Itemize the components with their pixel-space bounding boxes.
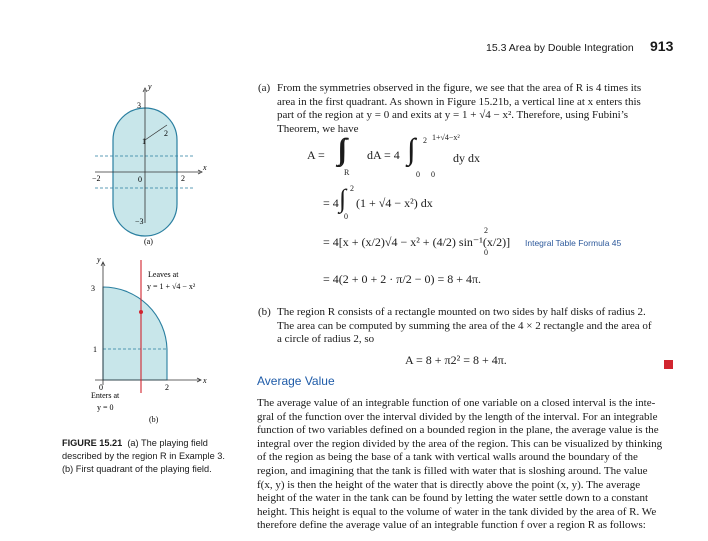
part-a-label: (a) xyxy=(258,82,271,94)
figure-b-tick-x2: 2 xyxy=(165,383,169,392)
figure-a-y-label: y xyxy=(148,82,152,91)
eq3-lower: 0 xyxy=(484,248,488,257)
figure-b-y-label: y xyxy=(97,255,101,264)
figure-b-enters-text: Enters at xyxy=(91,391,120,400)
eq2-upper: 2 xyxy=(350,184,354,193)
eq4: = 4(2 + 0 + 2 · π/2 − 0) = 8 + 4π. xyxy=(323,272,482,286)
caption-label: FIGURE 15.21 xyxy=(62,438,123,448)
figure-a-tick-y-bottom: −3 xyxy=(135,217,144,226)
eq2-lower: 0 xyxy=(344,212,348,221)
eq1-lower-outer: 0 xyxy=(416,170,420,179)
figure-a-tick-y-top: 3 xyxy=(137,101,141,110)
figure-a-playing-field xyxy=(80,78,230,248)
body-line: region, and imagining that the tank is filled with water that is sloshing around. The value xyxy=(257,464,648,477)
figure-b-region xyxy=(103,287,167,380)
part-a-line: Theorem, we have xyxy=(277,122,359,135)
figure-a-tick-x-left: −2 xyxy=(92,174,101,183)
caption-line: (b) First quadrant of the playing field. xyxy=(62,463,212,474)
eq1-lower-inner: 0 xyxy=(431,170,435,179)
part-b-label: (b) xyxy=(258,306,271,318)
end-of-example-mark xyxy=(664,356,673,365)
body-line: therefore define the average value of an integrable function f over a region R as follows: xyxy=(257,519,646,532)
body-line: The average value of an integrable function of one variable on a closed interval is the inte- xyxy=(257,397,656,409)
eq1-tail: dy dx xyxy=(453,151,480,165)
figure-a-label: (a) xyxy=(144,237,153,246)
figure-b-leaves-eq: y = 1 + √4 − x² xyxy=(147,282,196,291)
part-a-text xyxy=(277,82,672,136)
figure-b-x-label: x xyxy=(203,376,207,385)
body-paragraph xyxy=(257,397,673,533)
part-b-formula: A = 8 + π2² = 8 + 4π. xyxy=(405,353,507,367)
figure-b-leaves-text: Leaves at xyxy=(148,270,179,279)
part-b-text xyxy=(277,306,672,347)
figure-b-enters-eq: y = 0 xyxy=(97,403,114,412)
figure-b-label: (b) xyxy=(149,415,159,424)
eq1-upper-inner: 1+√4−x² xyxy=(432,133,460,142)
caption-line: described by the region R in Example 3. xyxy=(62,450,225,461)
figure-a-tick-origin: 0 xyxy=(138,175,142,184)
part-a-line: part of the region at y = 0 and exits at y = 1 + √4 − x². Therefore, using Fubini’s xyxy=(277,109,629,122)
integral-table-reference: Integral Table Formula 45 xyxy=(525,238,622,248)
figure-b-exit-point xyxy=(139,310,143,314)
figure-caption xyxy=(62,437,242,475)
eq1-mid: dA = 4 xyxy=(367,148,400,162)
part-b-line: a circle of radius 2, so xyxy=(277,333,375,346)
eq2-lhs: = 4 xyxy=(323,196,339,210)
body-line: integral over the region divided by the area of the region. This can be visualized by thinking xyxy=(257,437,663,450)
figure-a-tick-x-right: 2 xyxy=(181,174,185,183)
page-number: 913 xyxy=(650,38,674,54)
part-b-line: The area can be computed by summing the area of the 4 × 2 rectangle and the area of xyxy=(277,319,652,332)
body-line: gral of the function over the interval divided by the length of the interval. For an integrable xyxy=(257,410,658,423)
part-a-line: From the symmetries observed in the figure, we see that the area of R is 4 times its xyxy=(277,82,642,94)
section-title-average-value: Average Value xyxy=(257,374,335,388)
body-line: of the region as being the base of a tank with vertical walls around the boundary of the xyxy=(257,451,638,464)
eq3: = 4[x + (x/2)√4 − x² + (4/2) sin⁻¹(x/2)] xyxy=(323,235,511,249)
part-b-line: The region R consists of a rectangle mounted on two sides by half disks of radius 2. xyxy=(277,306,646,318)
figure-b-tick-y3: 3 xyxy=(91,284,95,293)
body-line: height. This height is equal to the volume of water in the tank divided by the area of R. We xyxy=(257,505,657,518)
caption-line: (a) The playing field xyxy=(127,438,208,448)
eq2-body: (1 + √4 − x²) dx xyxy=(356,196,433,210)
part-a-line: area in the first quadrant. As shown in Figure 15.21b, a vertical line at x enters this xyxy=(277,95,641,108)
eq1-lhs: A = xyxy=(307,148,325,162)
body-line: function of two variables defined on a bounded region in the plane, the average value is the xyxy=(257,424,659,437)
body-line: height of the water in the tank can be found by letting the water settle down to a constant xyxy=(257,492,648,505)
running-head: 15.3 Area by Double Integration xyxy=(486,42,634,54)
figure-b-tick-x0: 0 xyxy=(99,383,103,392)
eq1-upper-outer: 2 xyxy=(423,136,427,145)
eq3-upper: 2 xyxy=(484,226,488,235)
figure-a-arc-one: 1 xyxy=(142,137,146,146)
figure-a-arc-two: 2 xyxy=(164,129,168,138)
body-line: f(x, y) is then the height of the water that is directly above the point (x, y). The average xyxy=(257,478,641,491)
integral-sign: ∫ xyxy=(339,184,347,213)
figure-a-x-label: x xyxy=(203,163,207,172)
figure-b-tick-y1: 1 xyxy=(93,345,97,354)
eq1-region: R xyxy=(344,168,350,177)
figure-b-first-quadrant xyxy=(85,255,245,425)
